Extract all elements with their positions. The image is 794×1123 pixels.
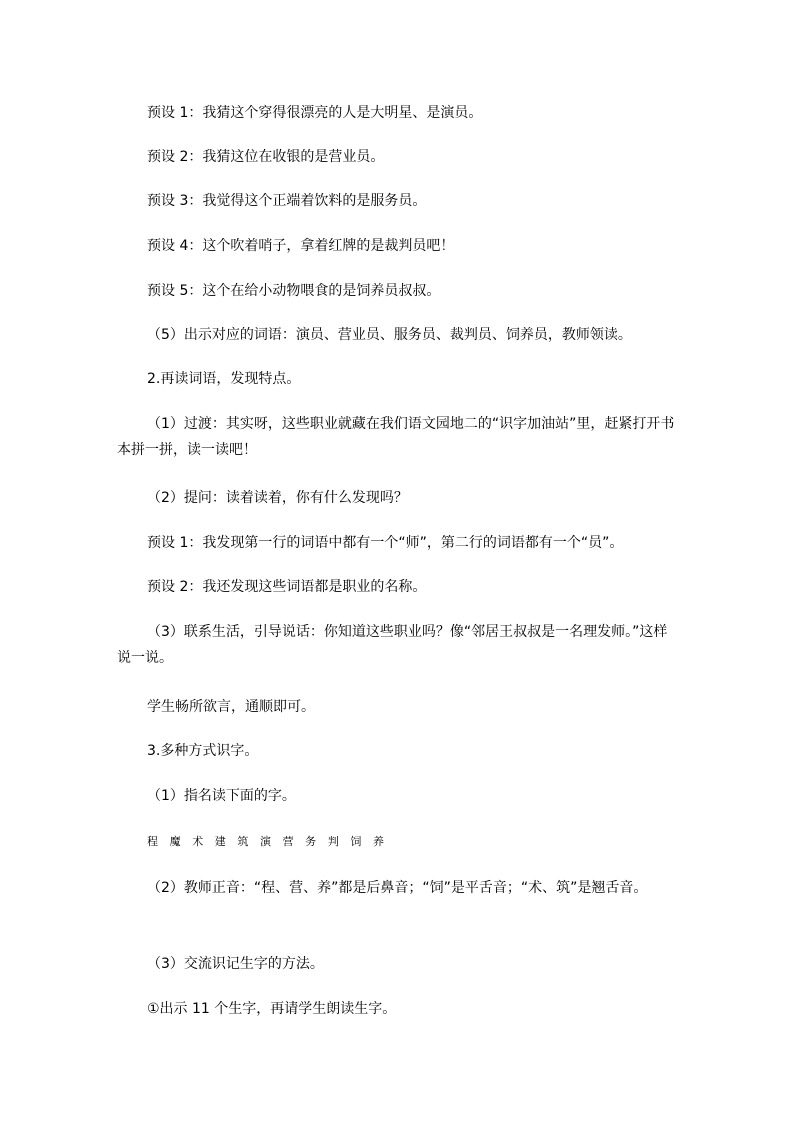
- paragraph-discovery-1: 预设 1：我发现第一行的词语中都有一个“师”，第二行的词语都有一个“员”。: [147, 535, 624, 551]
- character: 术: [192, 835, 204, 848]
- paragraph-show-characters: ①出示 11 个生字，再请学生朗读生字。: [147, 1001, 397, 1017]
- character: 筑: [237, 835, 249, 848]
- paragraph-students: 学生畅所欲言，通顺即可。: [147, 699, 315, 715]
- character-list: [147, 832, 396, 852]
- character: 务: [305, 835, 317, 848]
- paragraph-preset-3: 预设 3：我觉得这个正端着饮料的是服务员。: [147, 193, 427, 209]
- character: 判: [327, 835, 339, 848]
- section-heading-2: 2.再读词语，发现特点。: [147, 371, 301, 387]
- paragraph-preset-4: 预设 4：这个吹着哨子，拿着红牌的是裁判员吧！: [147, 238, 455, 254]
- paragraph-step-5: （5）出示对应的词语：演员、营业员、服务员、裁判员、饲养员，教师领读。: [147, 327, 632, 343]
- paragraph-question: （2）提问：读着读着，你有什么发现吗？: [147, 490, 408, 506]
- paragraph-discovery-2: 预设 2：我还发现这些词语都是职业的名称。: [147, 579, 427, 595]
- character: 建: [214, 835, 226, 848]
- character: 饲: [350, 835, 362, 848]
- character: 程: [147, 835, 158, 848]
- paragraph-memory-methods: （3）交流识记生字的方法。: [147, 956, 324, 972]
- paragraph-transition: （1）过渡：其实呀，这些职业就藏在我们语文园地二的“识字加油站”里，赶紧打开书本拼一拼，读一读吧！: [117, 416, 675, 458]
- section-heading-3: 3.多种方式识字。: [147, 743, 259, 759]
- paragraph-preset-5: 预设 5：这个在给小动物喂食的是饲养员叔叔。: [147, 283, 441, 299]
- character: 养: [372, 835, 384, 848]
- character: 演: [259, 835, 271, 848]
- paragraph-preset-2: 预设 2：我猜这位在收银的是营业员。: [147, 149, 385, 165]
- paragraph-read-chars: （1）指名读下面的字。: [147, 788, 296, 804]
- paragraph-life-connection: （3）联系生活，引导说话：你知道这些职业吗？像“邻居王叔叔是一名理发师。”这样说一说。: [117, 624, 668, 666]
- paragraph-pronunciation: （2）教师正音：“程、营、养”都是后鼻音；“饲”是平舌音；“术、筑”是翘舌音。: [147, 880, 648, 896]
- character: 营: [282, 835, 294, 848]
- paragraph-preset-1: 预设 1：我猜这个穿得很漂亮的人是大明星、是演员。: [147, 105, 483, 121]
- character: 魔: [169, 835, 181, 848]
